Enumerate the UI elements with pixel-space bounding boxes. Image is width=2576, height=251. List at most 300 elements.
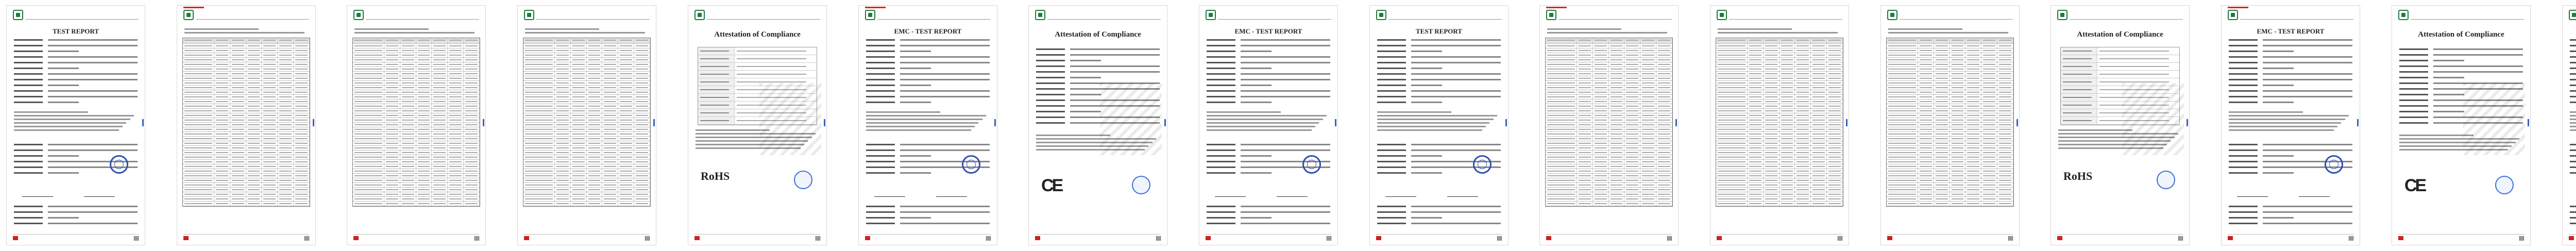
table-cell (1981, 99, 1997, 104)
table-cell (1887, 90, 1918, 94)
page-footer (183, 234, 309, 241)
detail-row (2061, 55, 2179, 63)
table-cell (448, 76, 464, 80)
table-cell (448, 178, 464, 182)
field-value (900, 56, 990, 58)
table-cell (400, 197, 416, 201)
lab-stamp-icon (2495, 176, 2514, 194)
table-cell (1640, 127, 1656, 131)
table-cell (1640, 86, 1656, 90)
table-cell (1950, 192, 1966, 196)
table-cell (602, 67, 618, 71)
table-cell (464, 86, 480, 90)
table-cell (183, 113, 214, 118)
field-label (14, 73, 43, 75)
text-line (696, 129, 770, 131)
table-cell (1716, 150, 1748, 155)
table-cell (1609, 178, 1625, 182)
table-cell (571, 118, 587, 122)
table-cell (1780, 95, 1795, 99)
document-page[interactable] (517, 5, 656, 245)
table-cell (523, 44, 555, 48)
table-cell (523, 164, 555, 169)
table-cell (400, 118, 416, 122)
table-cell (1887, 104, 1918, 108)
table-cell (1546, 90, 1577, 94)
side-marker (2528, 119, 2529, 126)
document-page[interactable] (1199, 5, 1338, 245)
document-page[interactable] (688, 5, 827, 245)
section-heading (1888, 28, 2012, 36)
table-cell (1780, 188, 1795, 192)
table-cell (1827, 169, 1843, 173)
table-cell (246, 183, 262, 187)
table-cell (1546, 67, 1577, 71)
field-value (48, 96, 138, 97)
side-marker (2357, 119, 2359, 126)
detail-value (2097, 63, 2179, 70)
table-cell (294, 155, 310, 159)
table-cell (1748, 137, 1764, 141)
table-cell (523, 53, 555, 57)
table-cell (464, 192, 480, 196)
table-cell (634, 44, 650, 48)
kv-row (866, 215, 990, 220)
table-cell (1827, 132, 1843, 136)
table-cell (384, 146, 400, 150)
table-cell (432, 90, 448, 94)
table-cell (294, 137, 310, 141)
table-cell (1609, 141, 1625, 145)
document-page[interactable] (1880, 5, 2020, 245)
table-cell (230, 38, 246, 43)
table-cell (1577, 164, 1593, 169)
table-cell (1593, 197, 1609, 201)
table-cell (555, 150, 571, 155)
field-label (2399, 48, 2428, 50)
table-cell (1934, 81, 1950, 85)
table-cell (634, 99, 650, 104)
table-cell (1934, 197, 1950, 201)
table-cell (555, 146, 571, 150)
table-cell (384, 169, 400, 173)
table-cell (555, 127, 571, 131)
document-page[interactable] (1710, 5, 1849, 245)
table-cell (294, 44, 310, 48)
table-cell (230, 174, 246, 178)
table-cell (353, 67, 384, 71)
lab-logo-icon (2057, 10, 2067, 20)
field-value (1241, 68, 1272, 69)
table-header-row (1716, 38, 1843, 44)
table-cell (1593, 90, 1609, 94)
table-cell (464, 178, 480, 182)
table-cell (448, 197, 464, 201)
field-value (48, 223, 138, 224)
table-cell (1748, 76, 1764, 80)
table-cell (400, 123, 416, 127)
table-cell (294, 118, 310, 122)
table-cell (1887, 86, 1918, 90)
table-cell (230, 118, 246, 122)
red-marker (1546, 7, 1567, 8)
table-cell (1624, 58, 1640, 62)
table-cell (587, 86, 603, 90)
table-cell (634, 141, 650, 145)
field-value (1411, 102, 1442, 103)
table-cell (432, 146, 448, 150)
table-cell (587, 99, 603, 104)
table-cell (634, 38, 650, 43)
table-cell (262, 99, 278, 104)
table-cell (1640, 150, 1656, 155)
table-cell (214, 178, 230, 182)
table-cell (448, 202, 464, 206)
table-row (523, 155, 650, 160)
table-cell (1656, 123, 1672, 127)
field-label (2399, 99, 2428, 101)
document-page[interactable] (347, 5, 486, 245)
table-cell (618, 146, 634, 150)
table-cell (523, 146, 555, 150)
field-value (48, 172, 79, 174)
section-heading (184, 28, 308, 36)
table-cell (384, 53, 400, 57)
side-marker (994, 119, 996, 126)
report-fields (1207, 38, 1330, 106)
table-cell (1764, 44, 1780, 48)
table-cell (1780, 76, 1795, 80)
document-page[interactable] (1539, 5, 1679, 245)
table-cell (1624, 169, 1640, 173)
table-cell (587, 48, 603, 53)
field-label (1207, 155, 1235, 157)
table-cell (214, 95, 230, 99)
table-cell (1546, 62, 1577, 66)
field-label (2229, 73, 2258, 75)
signature (2299, 191, 2330, 197)
table-cell (230, 141, 246, 145)
field-label (2570, 79, 2576, 80)
document-page[interactable] (1028, 5, 1167, 245)
kv-row (1207, 100, 1330, 105)
table-cell (1887, 178, 1918, 182)
table-cell (1640, 72, 1656, 76)
lab-logo-icon (183, 10, 194, 20)
table-row (353, 113, 480, 118)
table-cell (1577, 146, 1593, 150)
table-cell (1716, 104, 1748, 108)
table-row (1546, 132, 1672, 137)
header-rule (877, 19, 991, 20)
field-label (1377, 211, 1406, 213)
table-cell (416, 44, 432, 48)
table-cell (1764, 109, 1780, 113)
table-row (1546, 174, 1672, 178)
table-cell (384, 67, 400, 71)
table-cell (1795, 132, 1811, 136)
field-label (2399, 71, 2428, 73)
table-cell (523, 150, 555, 155)
field-label (2399, 105, 2428, 107)
approval-fields (2570, 142, 2576, 176)
table-row (1716, 155, 1843, 160)
table-row (353, 197, 480, 202)
table-cell (183, 53, 214, 57)
field-value (1070, 111, 1101, 112)
text-line (866, 129, 971, 131)
table-cell (1716, 72, 1748, 76)
table-cell (353, 188, 384, 192)
table-row (1716, 197, 1843, 202)
table-cell (432, 67, 448, 71)
kv-row (2229, 148, 2352, 153)
table-cell (1934, 141, 1950, 145)
field-value (900, 62, 990, 63)
signature (874, 191, 905, 197)
table-cell (1918, 132, 1934, 136)
kv-row (1377, 72, 1501, 76)
table-row (1546, 104, 1672, 109)
table-row (1887, 155, 2013, 160)
field-label (1036, 65, 1065, 67)
table-row (183, 150, 310, 155)
kv-row (2399, 58, 2523, 63)
table-cell (1918, 197, 1934, 201)
field-value (1070, 60, 1101, 61)
field-label (14, 45, 43, 46)
field-label (2570, 73, 2576, 75)
table-cell (294, 48, 310, 53)
table-row (1546, 99, 1672, 104)
field-label (14, 96, 43, 97)
kv-row (1377, 43, 1501, 48)
table-cell (571, 178, 587, 182)
table-cell (602, 178, 618, 182)
text-line (354, 28, 429, 30)
table-row (1546, 81, 1672, 86)
table-cell (1795, 99, 1811, 104)
ce-mark: CE (2404, 176, 2425, 195)
table-cell (1748, 174, 1764, 178)
table-cell (618, 127, 634, 131)
table-cell (1887, 137, 1918, 141)
kv-row (1377, 210, 1501, 214)
header-rule (1900, 19, 2013, 20)
kv-row (2229, 49, 2352, 54)
document-page[interactable] (177, 5, 316, 245)
kv-row (14, 89, 138, 93)
table-cell (1640, 192, 1656, 196)
table-cell (1609, 150, 1625, 155)
table-row (1546, 113, 1672, 118)
table-cell (230, 202, 246, 206)
field-value (2433, 65, 2523, 67)
report-fields (14, 38, 138, 106)
text-line (14, 111, 88, 113)
report-fields (2570, 38, 2576, 106)
document-page[interactable] (2392, 5, 2531, 245)
text-line (2570, 119, 2576, 120)
red-marker (2228, 7, 2248, 8)
table-cell (432, 76, 448, 80)
table-cell (1764, 99, 1780, 104)
field-label (2229, 39, 2258, 41)
table-cell (1780, 164, 1795, 169)
table-cell (523, 62, 555, 66)
table-cell (432, 150, 448, 155)
table-cell (464, 118, 480, 122)
kv-row (2229, 43, 2352, 48)
table-cell (278, 178, 294, 182)
document-page[interactable] (2562, 5, 2576, 245)
kv-row (2229, 72, 2352, 76)
text-line (1377, 111, 1451, 113)
kv-row (1207, 77, 1330, 82)
table-row (523, 67, 650, 72)
table-cell (1934, 169, 1950, 173)
table-cell (416, 160, 432, 164)
table-cell (353, 146, 384, 150)
table-cell (1624, 44, 1640, 48)
document-page[interactable] (6, 5, 145, 245)
field-label (2229, 166, 2258, 168)
document-page[interactable] (1369, 5, 1509, 245)
table-cell (1593, 67, 1609, 71)
table-cell (1965, 141, 1981, 145)
table-cell (400, 109, 416, 113)
table-cell (523, 132, 555, 136)
table-cell (571, 67, 587, 71)
table-cell (618, 137, 634, 141)
report-title: EMC - TEST REPORT (1234, 27, 1302, 35)
table-cell (1656, 44, 1672, 48)
table-cell (1981, 109, 1997, 113)
table-cell (246, 202, 262, 206)
kv-row (866, 204, 990, 209)
table-cell (400, 202, 416, 206)
table-cell (1656, 174, 1672, 178)
table-cell (1795, 90, 1811, 94)
kv-row (2229, 215, 2352, 220)
table-cell (294, 113, 310, 118)
table-cell (1577, 109, 1593, 113)
table-cell (183, 174, 214, 178)
field-label (866, 39, 895, 41)
table-cell (618, 192, 634, 196)
field-label (866, 144, 895, 145)
table-cell (1997, 72, 2013, 76)
certification-seal-icon (1473, 155, 1492, 174)
table-cell (587, 72, 603, 76)
field-value (1241, 56, 1330, 58)
table-cell (1716, 62, 1748, 66)
table-cell (1780, 137, 1795, 141)
table-row (1887, 174, 2013, 178)
table-cell (1593, 38, 1609, 43)
table-cell (1934, 72, 1950, 76)
table-cell (618, 160, 634, 164)
table-cell (294, 109, 310, 113)
table-cell (1593, 104, 1609, 108)
field-label (866, 211, 895, 213)
section-heading (525, 28, 649, 36)
table-cell (602, 137, 618, 141)
table-row (1546, 44, 1672, 48)
table-cell (464, 99, 480, 104)
table-cell (1546, 95, 1577, 99)
table-cell (294, 123, 310, 127)
table-cell (1950, 183, 1966, 187)
table-cell (214, 150, 230, 155)
field-value (2433, 48, 2523, 50)
field-value (2263, 149, 2352, 151)
detail-label (2061, 86, 2097, 93)
field-label (1207, 56, 1235, 58)
field-label (866, 73, 895, 75)
table-cell (1965, 104, 1981, 108)
detail-label (2061, 117, 2097, 124)
table-cell (246, 146, 262, 150)
table-cell (432, 174, 448, 178)
table-cell (1918, 192, 1934, 196)
table-cell (246, 104, 262, 108)
document-page[interactable] (2050, 5, 2190, 245)
table-cell (1716, 202, 1748, 206)
table-cell (416, 72, 432, 76)
lab-stamp-icon (794, 171, 812, 189)
table-cell (555, 123, 571, 127)
table-cell (1780, 132, 1795, 136)
kv-row (2570, 60, 2576, 65)
page-footer (1206, 234, 1331, 241)
table-cell (448, 113, 464, 118)
table-cell (1827, 127, 1843, 131)
table-cell (1764, 67, 1780, 71)
table-cell (1934, 38, 1950, 43)
table-cell (416, 183, 432, 187)
field-value (48, 79, 138, 80)
table-cell (1748, 141, 1764, 145)
document-page[interactable] (858, 5, 997, 245)
table-cell (1934, 86, 1950, 90)
table-row (523, 160, 650, 164)
table-cell (1640, 53, 1656, 57)
kv-row (866, 55, 990, 59)
table-cell (1764, 58, 1780, 62)
table-cell (448, 48, 464, 53)
table-cell (214, 164, 230, 169)
text-line (525, 32, 645, 34)
table-cell (1950, 48, 1966, 53)
table-cell (571, 109, 587, 113)
field-value (900, 79, 990, 80)
table-cell (1811, 132, 1827, 136)
table-cell (1981, 174, 1997, 178)
table-row (523, 72, 650, 76)
table-cell (1780, 141, 1795, 145)
table-row (183, 90, 310, 95)
table-row (523, 48, 650, 53)
table-cell (416, 155, 432, 159)
table-cell (214, 160, 230, 164)
kv-row (14, 100, 138, 105)
table-cell (278, 44, 294, 48)
table-cell (1934, 44, 1950, 48)
lab-logo-icon (353, 10, 364, 20)
kv-row (2229, 210, 2352, 214)
document-page[interactable] (2221, 5, 2360, 245)
